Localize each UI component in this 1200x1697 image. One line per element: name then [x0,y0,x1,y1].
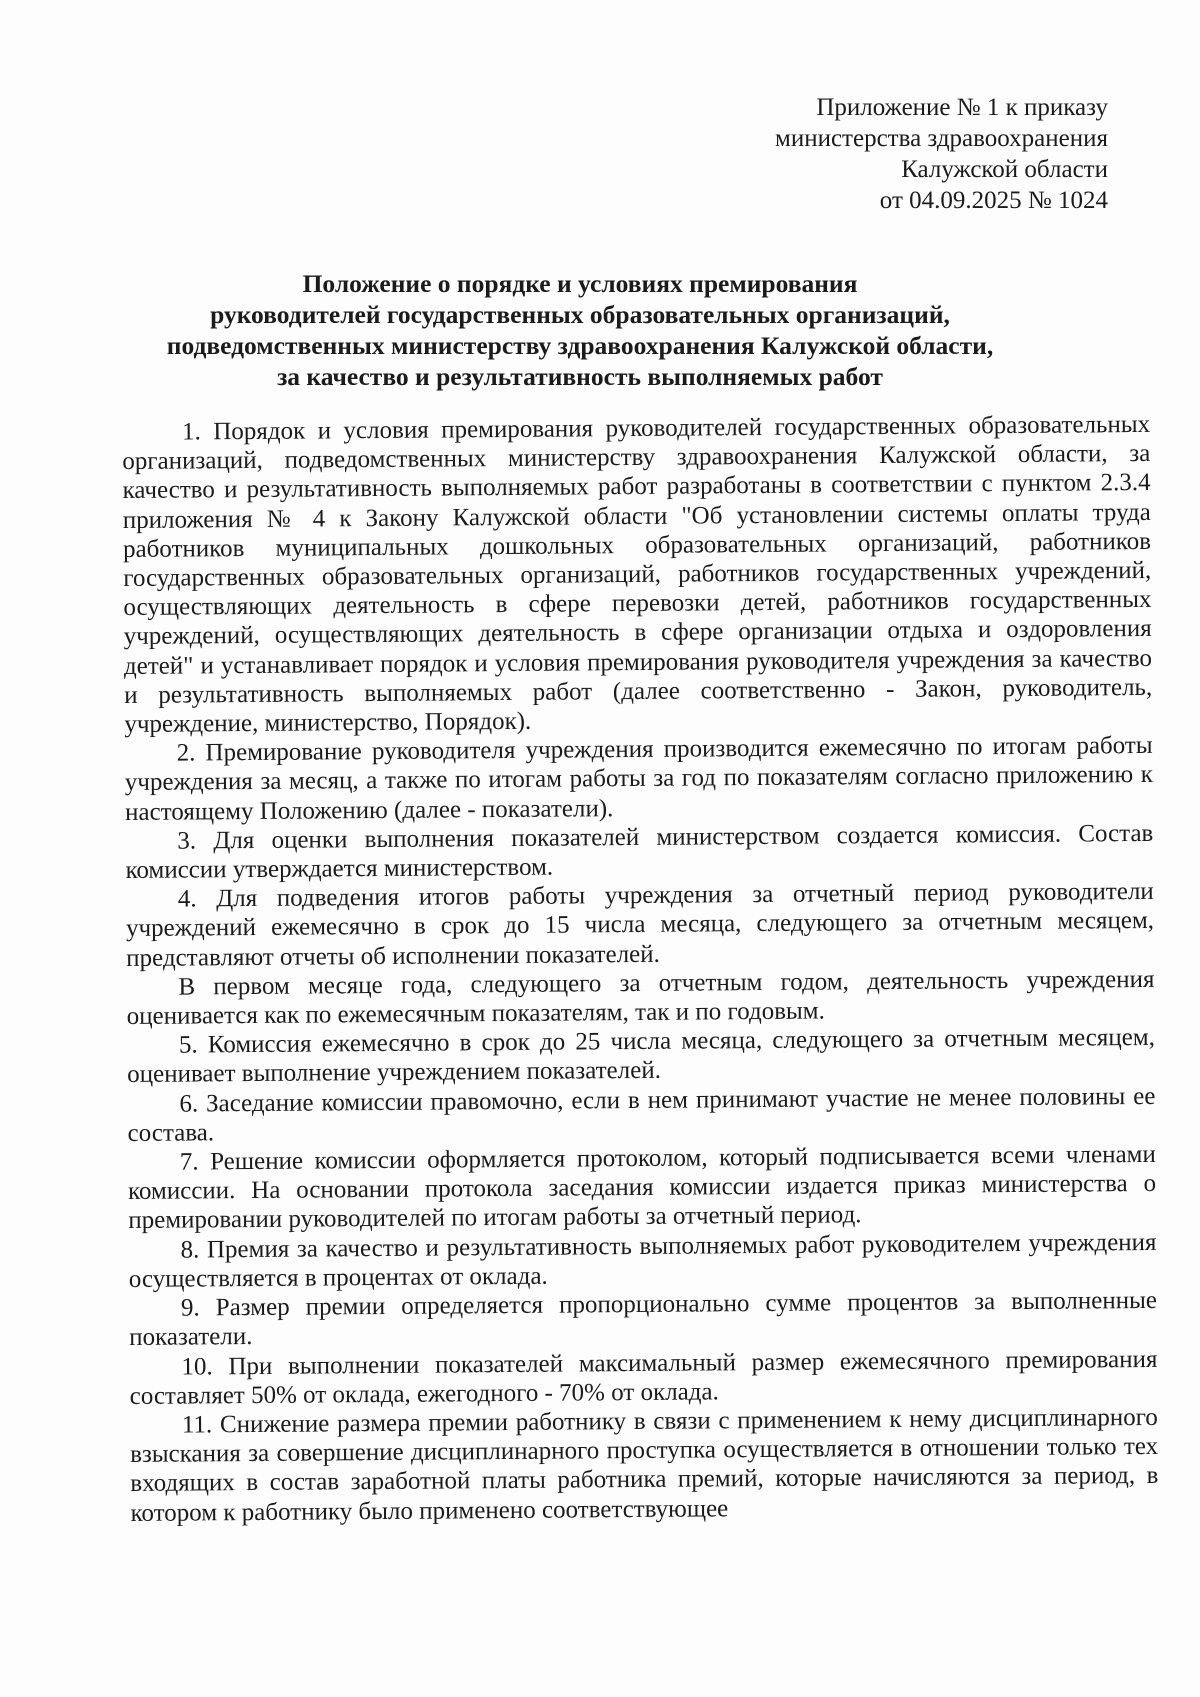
paragraph-2: 2. Премирование руководителя учреждения производится ежемесячно по итогам работы учреждения за месяц, а также по итогам работы за год по показателям согласно приложению к настоящему Положению (далее - показатели). [124,732,1153,826]
header-line-1: Приложение № 1 к приказу [816,94,1108,121]
document-body [122,410,1159,1528]
header-line-3: Калужской области [901,156,1108,183]
paragraph-4: 4. Для подведения итогов работы учреждения за отчетный период руководители учреждений ежемесячно в срок до 15 числа месяца, следующего за отчетным месяцем, представляют отчеты об исполнении показателей. [125,878,1155,972]
header-line-4: от 04.09.2025 № 1024 [879,187,1108,214]
paragraph-4-continued: В первом месяце года, следующего за отчетным годом, деятельность учреждения оценивается как по ежемесячным показателям, так и по годовым. [126,965,1155,1031]
header-line-2: министерства здравоохранения [775,125,1108,152]
title-line-3: подведомственных министерству здравоохранения Калужской области, [166,331,994,360]
paragraph-10: 10. При выполнении показателей максимальный размер ежемесячного премирования составляет 50% от оклада, ежегодного - 70% от оклада. [129,1345,1158,1410]
paragraph-8: 8. Премия за качество и результативность выполняемых работ руководителем учреждения осуществляется в процентах от оклада. [128,1228,1157,1293]
paragraph-1: 1. Порядок и условия премирования руководителей государственных образовательных организаций, подведомственных министерству здравоохранения Калужской области, за качество и результативность выполняемых работ разработаны в соответствии с пунктом 2.3.4 приложения № 4 к Закону Калужской области "Об установлении системы оплаты труда работников муниципальных дошкольных образовательных организаций, работников государственных образовательных организаций, работников государственных учреждений, осуществляющих деятельность в сфере перевозки детей, работников государственных учреждений, осуществляющих деятельность в сфере организации отдыха и оздоровления детей" и устанавливает порядок и условия премирования руководителя учреждения за качество и результативность выполняемых работ (далее соответственно - Закон, руководитель, учреждение, министерство, Порядок). [122,410,1153,739]
title-line-2: руководителей государственных образовательных организаций, [210,300,950,329]
document-title [120,268,1040,392]
paragraph-5: 5. Комиссия ежемесячно в срок до 25 числа месяца, следующего за отчетным месяцем, оценивает выполнение учреждением показателей. [127,1024,1156,1089]
title-line-1: Положение о порядке и условиях премирования [302,269,858,298]
paragraph-7: 7. Решение комиссии оформляется протоколом, который подписывается всеми членами комиссии. На основании протокола заседания комиссии издается приказ министерства о премировании руководителей по итогам работы за отчетный период. [127,1140,1157,1235]
paragraph-6: 6. Заседание комиссии правомочно, если в нем принимают участие не менее половины ее состава. [127,1082,1156,1147]
title-line-4: за качество и результативность выполняемых работ [277,362,883,391]
paragraph-3: 3. Для оценки выполнения показателей министерством создается комиссия. Состав комиссии утверждается министерством. [125,819,1154,885]
paragraph-9: 9. Размер премии определяется пропорционально сумме процентов за выполненные показатели. [129,1286,1158,1352]
appendix-header [775,92,1108,216]
paragraph-11: 11. Снижение размера премии работнику в связи с применением к нему дисциплинарного взыскания за совершение дисциплинарного проступка осуществляется в отношении только тех входящих в состав заработной платы работника премий, которые начисляются за период, в котором к работнику было применено соответствующее [130,1403,1159,1527]
